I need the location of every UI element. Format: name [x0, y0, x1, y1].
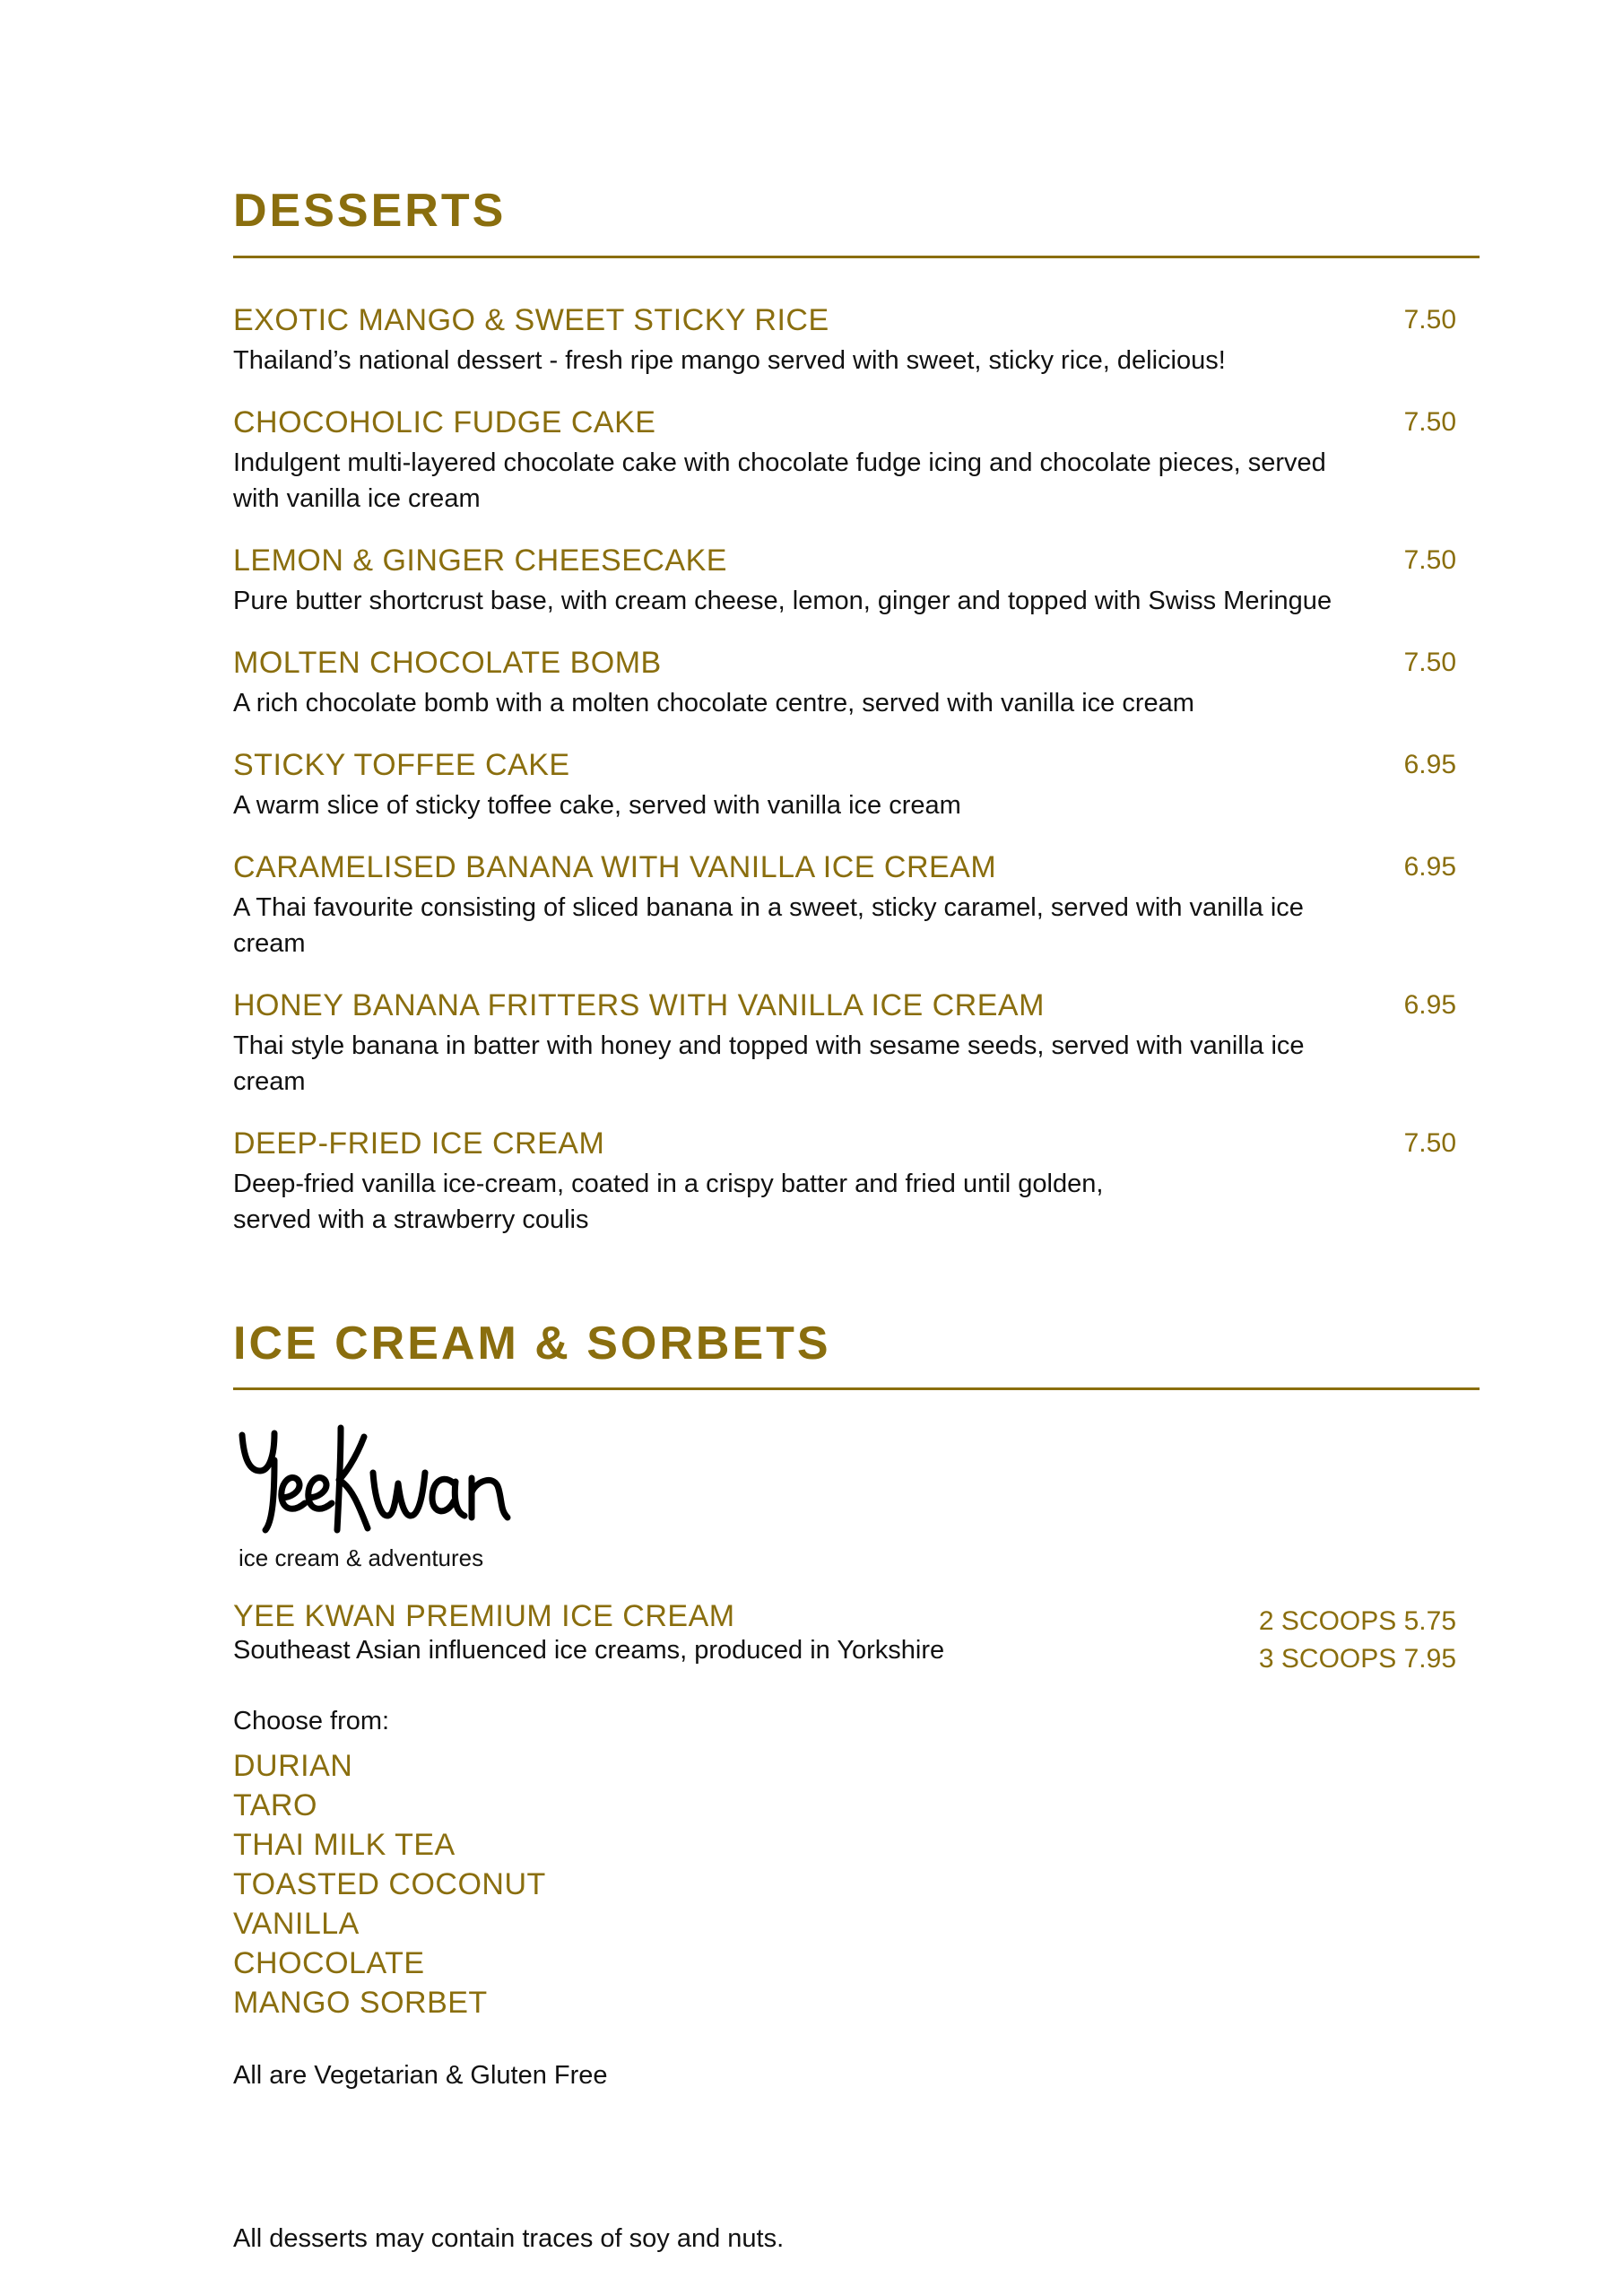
dessert-description: Deep-fried vanilla ice-cream, coated in a crispy batter and fried until golden, served with a strawberry coulis	[233, 1170, 1104, 1234]
dessert-item	[233, 988, 1480, 1100]
flavour-item: DURIAN	[233, 1749, 353, 1783]
dessert-name: EXOTIC MANGO & SWEET STICKY RICE	[233, 303, 829, 337]
dessert-price: 7.50	[1403, 1128, 1456, 1158]
dessert-name: DEEP-FRIED ICE CREAM	[233, 1126, 605, 1161]
flavour-item: TOASTED COCONUT	[233, 1867, 546, 1901]
yee-kwan-logo	[233, 1415, 520, 1559]
ice-cream-divider	[233, 1387, 1480, 1390]
logo-tagline: ice cream & adventures	[239, 1544, 484, 1571]
price-two-scoops: 2 SCOOPS 5.75	[1258, 1606, 1456, 1636]
dessert-price: 6.95	[1403, 852, 1456, 882]
dessert-item	[233, 303, 1480, 378]
dessert-item	[233, 405, 1480, 517]
dessert-price: 6.95	[1403, 990, 1456, 1020]
dessert-item	[233, 544, 1480, 619]
desserts-heading: DESSERTS	[233, 185, 507, 237]
desserts-divider	[233, 256, 1480, 258]
dessert-item	[233, 850, 1480, 961]
flavour-item: CHOCOLATE	[233, 1946, 425, 1980]
ice-cream-product-name: YEE KWAN PREMIUM ICE CREAM	[233, 1599, 735, 1633]
flavour-item: THAI MILK TEA	[233, 1828, 456, 1862]
dessert-name: LEMON & GINGER CHEESECAKE	[233, 544, 727, 578]
dessert-price: 7.50	[1403, 545, 1456, 575]
flavour-item: VANILLA	[233, 1907, 360, 1941]
flavour-item: MANGO SORBET	[233, 1986, 488, 2020]
dessert-name: MOLTEN CHOCOLATE BOMB	[233, 646, 662, 680]
flavour-list	[233, 1746, 546, 2022]
choose-label: Choose from:	[233, 1707, 390, 1735]
flavour-item: TARO	[233, 1788, 317, 1822]
dessert-price: 7.50	[1403, 648, 1456, 677]
dessert-name: HONEY BANANA FRITTERS WITH VANILLA ICE CREAM	[233, 988, 1045, 1022]
dessert-name: CHOCOHOLIC FUDGE CAKE	[233, 405, 656, 439]
dessert-price: 7.50	[1403, 407, 1456, 437]
dessert-description: A rich chocolate bomb with a molten chocolate centre, served with vanilla ice cream	[233, 689, 1194, 718]
ice-cream-prices	[1259, 1603, 1456, 1678]
dessert-description: Thailand’s national dessert - fresh ripe mango served with sweet, sticky rice, delicious!	[233, 346, 1226, 375]
dessert-item	[233, 646, 1480, 721]
dessert-price: 6.95	[1403, 750, 1456, 779]
dessert-description: Indulgent multi-layered chocolate cake with chocolate fudge icing and chocolate pieces, served with vanilla ice cream	[233, 448, 1326, 513]
dessert-description: Pure butter shortcrust base, with cream cheese, lemon, ginger and topped with Swiss Meringue	[233, 587, 1332, 615]
ice-cream-product	[233, 1599, 1480, 1674]
dessert-description: A warm slice of sticky toffee cake, served with vanilla ice cream	[233, 791, 961, 820]
ice-cream-product-description: Southeast Asian influenced ice creams, produced in Yorkshire	[233, 1636, 945, 1665]
dessert-name: STICKY TOFFEE CAKE	[233, 748, 570, 782]
dietary-note: All are Vegetarian & Gluten Free	[233, 2061, 608, 2090]
menu-page	[233, 0, 1480, 2296]
allergen-note: All desserts may contain traces of soy and nuts.	[233, 2224, 785, 2253]
dessert-item	[233, 1126, 1480, 1238]
price-three-scoops: 3 SCOOPS 7.95	[1258, 1644, 1456, 1674]
ice-cream-heading: ICE CREAM & SORBETS	[233, 1318, 831, 1370]
dessert-description: Thai style banana in batter with honey and topped with sesame seeds, served with vanilla ice cream	[233, 1031, 1305, 1096]
dessert-item	[233, 748, 1480, 823]
dessert-price: 7.50	[1403, 305, 1456, 335]
desserts-list	[233, 303, 1480, 1265]
dessert-description: A Thai favourite consisting of sliced banana in a sweet, sticky caramel, served with vanilla ice cream	[233, 893, 1304, 958]
dessert-name: CARAMELISED BANANA WITH VANILLA ICE CREAM	[233, 850, 997, 884]
